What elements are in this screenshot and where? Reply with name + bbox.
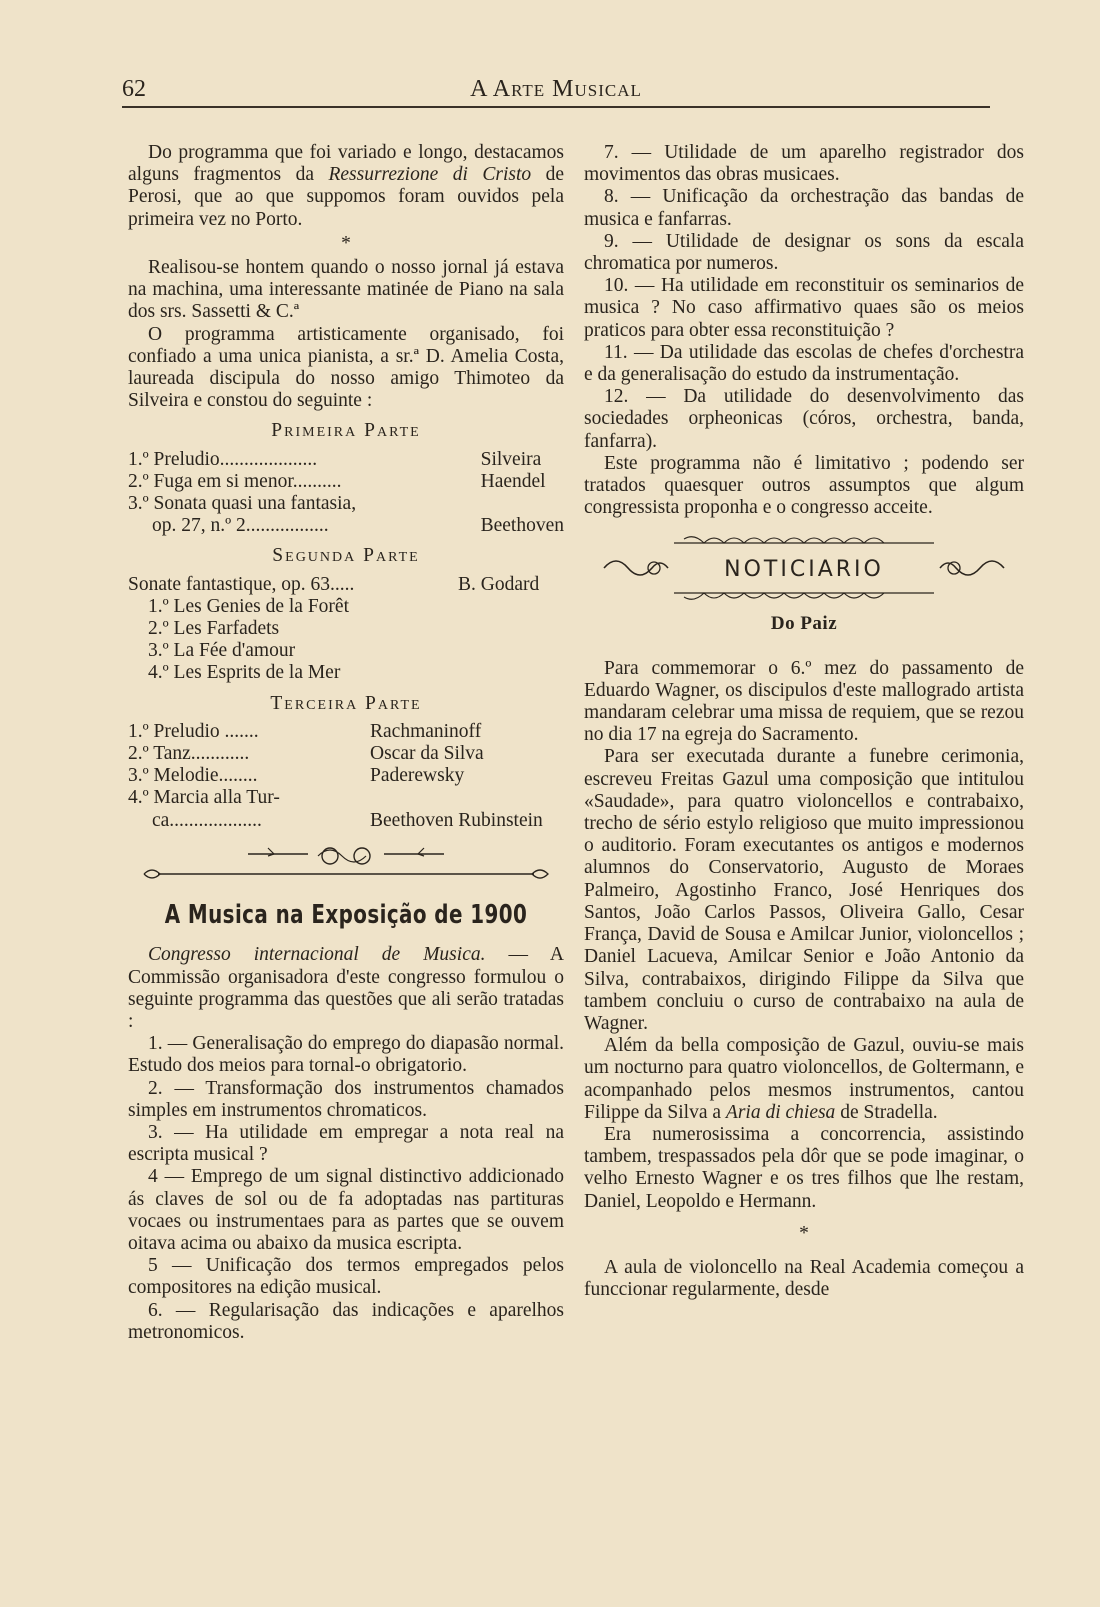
programme-part-3 [128, 721, 564, 832]
programme-part-2 [128, 574, 564, 685]
part-heading: Terceira Parte [270, 692, 422, 714]
programme-row: 1.º Les Genies de la Forêt [148, 595, 349, 617]
noticiario-title: NOTICIARIO [724, 557, 884, 583]
paragraph: Era numerosissima a concorrencia, assistindo tambem, trespassados pela dôr que se pode imaginar, o velho Ernesto Wagner e os tres filhos que lhe restam, Daniel, Leopoldo e Hermann. [584, 1123, 1024, 1212]
work-title: Aria di chiesa [725, 1101, 836, 1123]
question-item: 10. — Ha utilidade em reconstituir os seminarios de musica ? No caso affirmativo quaes são os meios praticos para obter essa reconstituição ? [584, 275, 1024, 341]
programme-row: Sonate fantastique, op. 63..... B. Godard [128, 573, 540, 595]
paragraph: Este programma não é limitativo ; podendo ser tratados quaesquer outros assumptos que algum congressista proponha e o congresso acceite. [584, 452, 1024, 519]
part-heading: Segunda Parte [272, 545, 420, 567]
left-column [128, 142, 564, 1344]
paragraph: A aula de violoncello na Real Academia começou a funccionar regularmente, desde [584, 1256, 1024, 1301]
question-item: 3. — Ha utilidade em empregar a nota real na escripta musical ? [128, 1121, 564, 1166]
programme-row: 4.º Marcia alla Tur- [128, 787, 280, 809]
paragraph: Congresso internacional de Musica. — A Commissão organisadora d'este congresso formulou o seguinte programma das questões que ali serão tratadas : [128, 944, 564, 1032]
subsection-title: Do Paiz [770, 613, 838, 635]
work-title: Ressurrezione di Cristo [328, 164, 532, 186]
programme-row: op. 27, n.º 2................. Beethoven [152, 515, 564, 537]
programme-row: 2.º Les Farfadets [148, 618, 280, 640]
programme-row: 1.º Preludio ....... Rachmaninoff [128, 720, 482, 742]
page-header [122, 70, 990, 106]
question-item: 7. — Utilidade de um aparelho registrador dos movimentos das obras musicaes. [584, 142, 1024, 186]
lead-italic: Congresso internacional de Musica. [148, 944, 486, 966]
programme-row: 3.º Melodie........ Paderewsky [128, 765, 465, 787]
programme-row: 1.º Preludio.................... Silveira [128, 448, 542, 470]
question-item: 9. — Utilidade de designar os sons da escala chromatica por numeros. [584, 230, 1024, 275]
separator-star: * [799, 1222, 809, 1244]
question-item: 11. — Da utilidade das escolas de chefes d'orchestra e da generalisação do estudo da instrumentação. [584, 341, 1024, 386]
programme-row: 2.º Tanz............ Oscar da Silva [128, 743, 484, 765]
question-item: 8. — Unificação da orchestração das bandas de musica e fanfarras. [584, 186, 1024, 230]
page-number: 62 [122, 76, 146, 102]
paragraph: Do programma que foi variado e longo, destacamos alguns fragmentos da Ressurrezione di Cristo de Perosi, que ao que suppomos foram ouvidos pela primeira vez no Porto. [128, 142, 565, 230]
programme-row: 4.º Les Esprits de la Mer [148, 662, 341, 684]
right-column [584, 142, 1024, 1301]
noticiario-banner [584, 533, 1024, 603]
header-rule [122, 106, 990, 108]
paragraph: Além da bella composição de Gazul, ouviu-se mais um nocturno para quatro violoncellos, de Goltermann, e acompanhado pelos mesmos instrumentos, cantou Filippe da Silva a Aria di chiesa de Stradella. [584, 1035, 1024, 1123]
question-item: 12. — Da utilidade do desenvolvimento das sociedades orpheonicas (córos, orchestra, banda, fanfarra). [584, 386, 1024, 452]
programme-row: 3.º La Fée d'amour [148, 640, 296, 662]
section-title: A Musica na Exposição de 1900 [164, 900, 528, 931]
question-item: 1. — Generalisação do emprego do diapasão normal. Estudo dos meios para tornal-o obrigatorio. [128, 1033, 564, 1077]
journal-title: A Arte Musical [470, 76, 642, 102]
programme-row: 3.º Sonata quasi una fantasia, [128, 493, 357, 515]
paragraph: Realisou-se hontem quando o nosso jornal já estava na machina, uma interessante matinée de Piano na sala dos srs. Sassetti & C.ª [128, 257, 564, 323]
programme-row: 2.º Fuga em si menor.......... Haendel [128, 470, 546, 492]
paragraph: Para ser executada durante a funebre cerimonia, escreveu Freitas Gazul uma composição que intitulou «Saudade», para quatro violoncellos e contrabaixo, trecho de sério estylo religioso que muito impressionou o auditorio. Foram executantes os antigos e modernos alumnos do Conservatorio, Augusto de Moraes Palmeiro, Agostinho Franco, José Henriques dos Santos, João Carlos Passos, Oliveira Gallo, Cesar França, David de Sousa e Amilcar Junior, violoncellos ; Daniel Lacueva, Amilcar Senior e João Antonio da Silva, contrabaixos, dirigindo Filippe da Silva que tambem concluiu o curso de contrabaixo na aula de Wagner. [584, 746, 1024, 1034]
paragraph: Para commemorar o 6.º mez do passamento de Eduardo Wagner, os discipulos d'este mallogrado artista mandaram celebrar uma missa de requiem, que se rezou no dia 17 na egreja do Sacramento. [584, 657, 1024, 746]
programme-part-1 [128, 449, 564, 538]
paragraph: O programma artisticamente organisado, foi confiado a uma unica pianista, a sr.ª D. Amelia Costa, laureada discipula do nosso amigo Thimoteo da Silveira e constou do seguinte : [128, 323, 564, 412]
part-heading: Primeira Parte [271, 420, 421, 442]
question-item: 6. — Regularisação das indicações e aparelhos metronomicos. [128, 1299, 564, 1343]
separator-star: * [341, 232, 351, 254]
ornament-divider [128, 844, 564, 890]
question-item: 2. — Transformação dos instrumentos chamados simples em instrumentos chromaticos. [128, 1077, 564, 1121]
programme-row: ca................... Beethoven Rubinstein [152, 809, 543, 831]
question-item: 4 — Emprego de um signal distinctivo addicionado ás claves de sol ou de fa adoptadas nas partituras vocaes ou instrumentaes para as partes que se ouvem oitava acima ou abaixo da musica escripta. [128, 1166, 564, 1254]
question-item: 5 — Unificação dos termos empregados pelos compositores na edição musical. [128, 1255, 564, 1299]
